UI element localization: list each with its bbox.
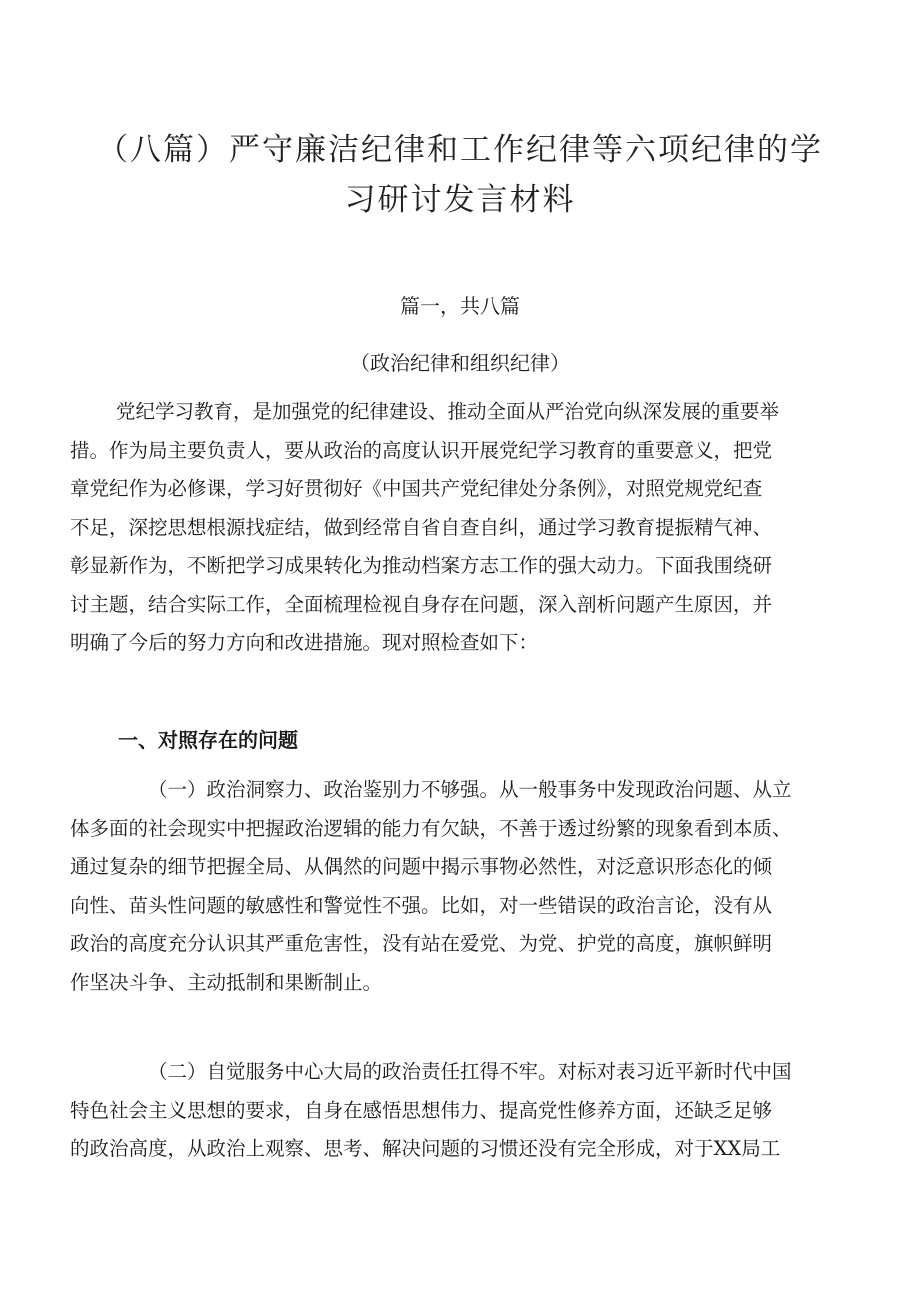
paragraph-line: 的政治高度，从政治上观察、思考、解决问题的习惯还没有完全形成，对于XX局工 bbox=[70, 1137, 781, 1160]
paragraph-line: （二）自觉服务中心大局的政治责任扛得不牢。对标对表习近平新时代中国 bbox=[148, 1060, 792, 1083]
paragraph-line: 不足，深挖思想根源找症结，做到经常自省自查自纠，通过学习教育提振精气神、 bbox=[70, 515, 773, 539]
paragraph-line: （一）政治洞察力、政治鉴别力不够强。从一般事务中发现政治问题、从立 bbox=[148, 778, 792, 801]
paragraph-line: 向性、苗头性问题的敏感性和警觉性不强。比如，对一些错误的政治言论，没有从 bbox=[70, 893, 773, 917]
item-1-paragraph bbox=[70, 771, 860, 1002]
paragraph-line: 通过复杂的细节把握全局、从偶然的问题中揭示事物必然性，对泛意识形态化的倾 bbox=[70, 855, 773, 878]
section-heading: 一、对照存在的问题 bbox=[118, 728, 298, 752]
document-title-line-1: （八篇）严守廉洁纪律和工作纪律等六项纪律的学 bbox=[97, 132, 823, 168]
paragraph-line: 措。作为局主要负责人，要从政治的高度认识开展党纪学习教育的重要意义，把党 bbox=[70, 438, 773, 462]
paragraph-line: 作坚决斗争、主动抵制和果断制止。 bbox=[70, 970, 383, 994]
document-title-line-2: 习研讨发言材料 bbox=[344, 182, 576, 218]
item-2-paragraph bbox=[70, 1053, 860, 1169]
paragraph-line: 彰显新作为，不断把学习成果转化为推动档案方志工作的强大动力。下面我围绕研 bbox=[70, 554, 773, 577]
part-subtitle: （政治纪律和组织纪律） bbox=[350, 351, 570, 375]
paragraph-line: 政治的高度充分认识其严重危害性，没有站在爱党、为党、护党的高度，旗帜鲜明 bbox=[70, 932, 773, 955]
paragraph-line: 党纪学习教育，是加强党的纪律建设、推动全面从严治党向纵深发展的重要举 bbox=[116, 400, 780, 423]
paragraph-line: 特色社会主义思想的要求，自身在感悟思想伟力、提高党性修养方面，还缺乏足够 bbox=[70, 1098, 773, 1122]
intro-paragraph bbox=[70, 393, 860, 663]
paragraph-line: 明确了今后的努力方向和改进措施。现对照检查如下： bbox=[70, 631, 539, 654]
paragraph-line: 讨主题，结合实际工作，全面梳理检视自身存在问题，深入剖析问题产生原因，并 bbox=[70, 592, 773, 616]
part-label: 篇一，共八篇 bbox=[400, 294, 520, 318]
paragraph-line: 体多面的社会现实中把握政治逻辑的能力有欠缺，不善于透过纷繁的现象看到本质、 bbox=[70, 816, 792, 840]
paragraph-line: 章党纪作为必修课，学习好贯彻好《中国共产党纪律处分条例》，对照党规党纪查 bbox=[70, 477, 763, 500]
